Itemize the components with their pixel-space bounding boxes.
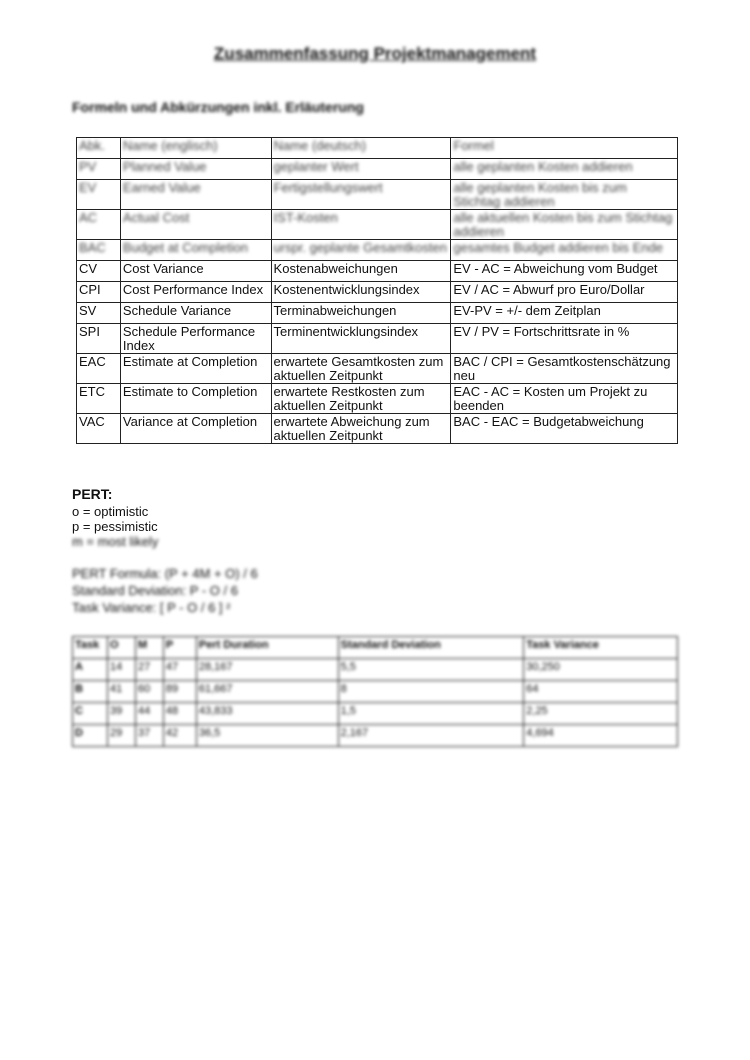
column-header: Name (deutsch) [271,138,451,159]
column-header: Abk. [77,138,121,159]
formula-cell: EV - AC = Abweichung vom Budget [451,261,678,282]
german-name-cell: Kostenentwicklungsindex [271,282,451,303]
formula-cell: gesamtes Budget addieren bis Ende [451,240,678,261]
german-name-cell: geplanter Wert [271,159,451,180]
table-cell: 48 [163,703,196,725]
table-cell: 36,5 [196,725,338,747]
table-row [77,354,678,384]
table-row [77,159,678,180]
formula-cell: EV / PV = Fortschrittsrate in % [451,324,678,354]
table-row [73,703,678,725]
table-cell: 28,167 [196,659,338,681]
pert-most-likely: m = most likely [72,534,159,549]
column-header: Pert Duration [196,637,338,659]
german-name-cell: IST-Kosten [271,210,451,240]
column-header: Task Variance [524,637,678,659]
pert-heading: PERT: [72,486,113,502]
table-cell: 29 [107,725,135,747]
pert-formula: PERT Formula: (P + 4M + O) / 6 [72,566,258,581]
table-cell: 64 [524,681,678,703]
abbreviation-cell: AC [77,210,121,240]
table-row [77,282,678,303]
pert-table-header [73,637,678,659]
pert-standard-deviation: Standard Deviation: P - O / 6 [72,583,238,598]
table-cell: 61,667 [196,681,338,703]
abbreviation-cell: VAC [77,414,121,444]
abbreviation-cell: SV [77,303,121,324]
table-cell: 42 [163,725,196,747]
table-row [77,414,678,444]
table-cell: 39 [107,703,135,725]
english-name-cell: Estimate at Completion [120,354,271,384]
german-name-cell: Terminabweichungen [271,303,451,324]
table-cell: 44 [135,703,163,725]
english-name-cell: Budget at Completion [120,240,271,261]
english-name-cell: Schedule Performance Index [120,324,271,354]
column-header: M [135,637,163,659]
table-cell: 60 [135,681,163,703]
table-cell: 4,694 [524,725,678,747]
abbreviation-cell: EV [77,180,121,210]
english-name-cell: Actual Cost [120,210,271,240]
english-name-cell: Cost Variance [120,261,271,282]
german-name-cell: Kostenabweichungen [271,261,451,282]
table-row [77,324,678,354]
table-cell: 2,25 [524,703,678,725]
table-row [77,240,678,261]
table-cell: B [73,681,108,703]
table-cell: D [73,725,108,747]
formula-cell: alle aktuellen Kosten bis zum Stichtag addieren [451,210,678,240]
table-row [77,261,678,282]
pert-task-variance: Task Variance: [ P - O / 6 ] ² [72,600,231,615]
english-name-cell: Estimate to Completion [120,384,271,414]
abbreviation-cell: BAC [77,240,121,261]
formula-cell: EV / AC = Abwurf pro Euro/Dollar [451,282,678,303]
table-row [77,180,678,210]
abbreviation-cell: CPI [77,282,121,303]
abbreviation-cell: ETC [77,384,121,414]
abbreviation-cell: EAC [77,354,121,384]
formula-cell: BAC / CPI = Gesamtkostenschätzung neu [451,354,678,384]
column-header: Task [73,637,108,659]
table-row [77,210,678,240]
column-header: P [163,637,196,659]
german-name-cell: urspr. geplante Gesamtkosten [271,240,451,261]
table-cell: 27 [135,659,163,681]
table-cell: 47 [163,659,196,681]
english-name-cell: Variance at Completion [120,414,271,444]
table-row [77,384,678,414]
pert-table [72,636,678,747]
english-name-cell: Planned Value [120,159,271,180]
german-name-cell: erwartete Restkosten zum aktuellen Zeitpunkt [271,384,451,414]
german-name-cell: Fertigstellungswert [271,180,451,210]
table-row [73,659,678,681]
abbreviation-cell: SPI [77,324,121,354]
table-row [73,725,678,747]
document-subtitle: Formeln und Abkürzungen inkl. Erläuterung [72,99,364,115]
column-header: Formel [451,138,678,159]
english-name-cell: Earned Value [120,180,271,210]
table-cell: 37 [135,725,163,747]
table-cell: 5,5 [338,659,524,681]
table-row [73,681,678,703]
abbreviation-cell: PV [77,159,121,180]
table-cell: 41 [107,681,135,703]
formula-cell: EV-PV = +/- dem Zeitplan [451,303,678,324]
table-cell: 14 [107,659,135,681]
column-header: Standard Deviation [338,637,524,659]
formula-table [76,137,678,444]
formula-table-header [77,138,678,159]
formula-cell: alle geplanten Kosten bis zum Stichtag addieren [451,180,678,210]
table-cell: C [73,703,108,725]
table-cell: A [73,659,108,681]
table-cell: 1,5 [338,703,524,725]
abbreviation-cell: CV [77,261,121,282]
table-row [77,303,678,324]
german-name-cell: Terminentwicklungsindex [271,324,451,354]
table-cell: 43,833 [196,703,338,725]
column-header: O [107,637,135,659]
formula-cell: alle geplanten Kosten addieren [451,159,678,180]
document-title: Zusammenfassung Projektmanagement [213,44,537,63]
pert-pessimistic: p = pessimistic [72,519,158,534]
formula-cell: EAC - AC = Kosten um Projekt zu beenden [451,384,678,414]
table-cell: 8 [338,681,524,703]
column-header: Name (englisch) [120,138,271,159]
table-cell: 30,250 [524,659,678,681]
english-name-cell: Schedule Variance [120,303,271,324]
german-name-cell: erwartete Abweichung zum aktuellen Zeitpunkt [271,414,451,444]
english-name-cell: Cost Performance Index [120,282,271,303]
table-cell: 2,167 [338,725,524,747]
german-name-cell: erwartete Gesamtkosten zum aktuellen Zeitpunkt [271,354,451,384]
table-cell: 89 [163,681,196,703]
formula-cell: BAC - EAC = Budgetabweichung [451,414,678,444]
pert-optimistic: o = optimistic [72,504,149,519]
